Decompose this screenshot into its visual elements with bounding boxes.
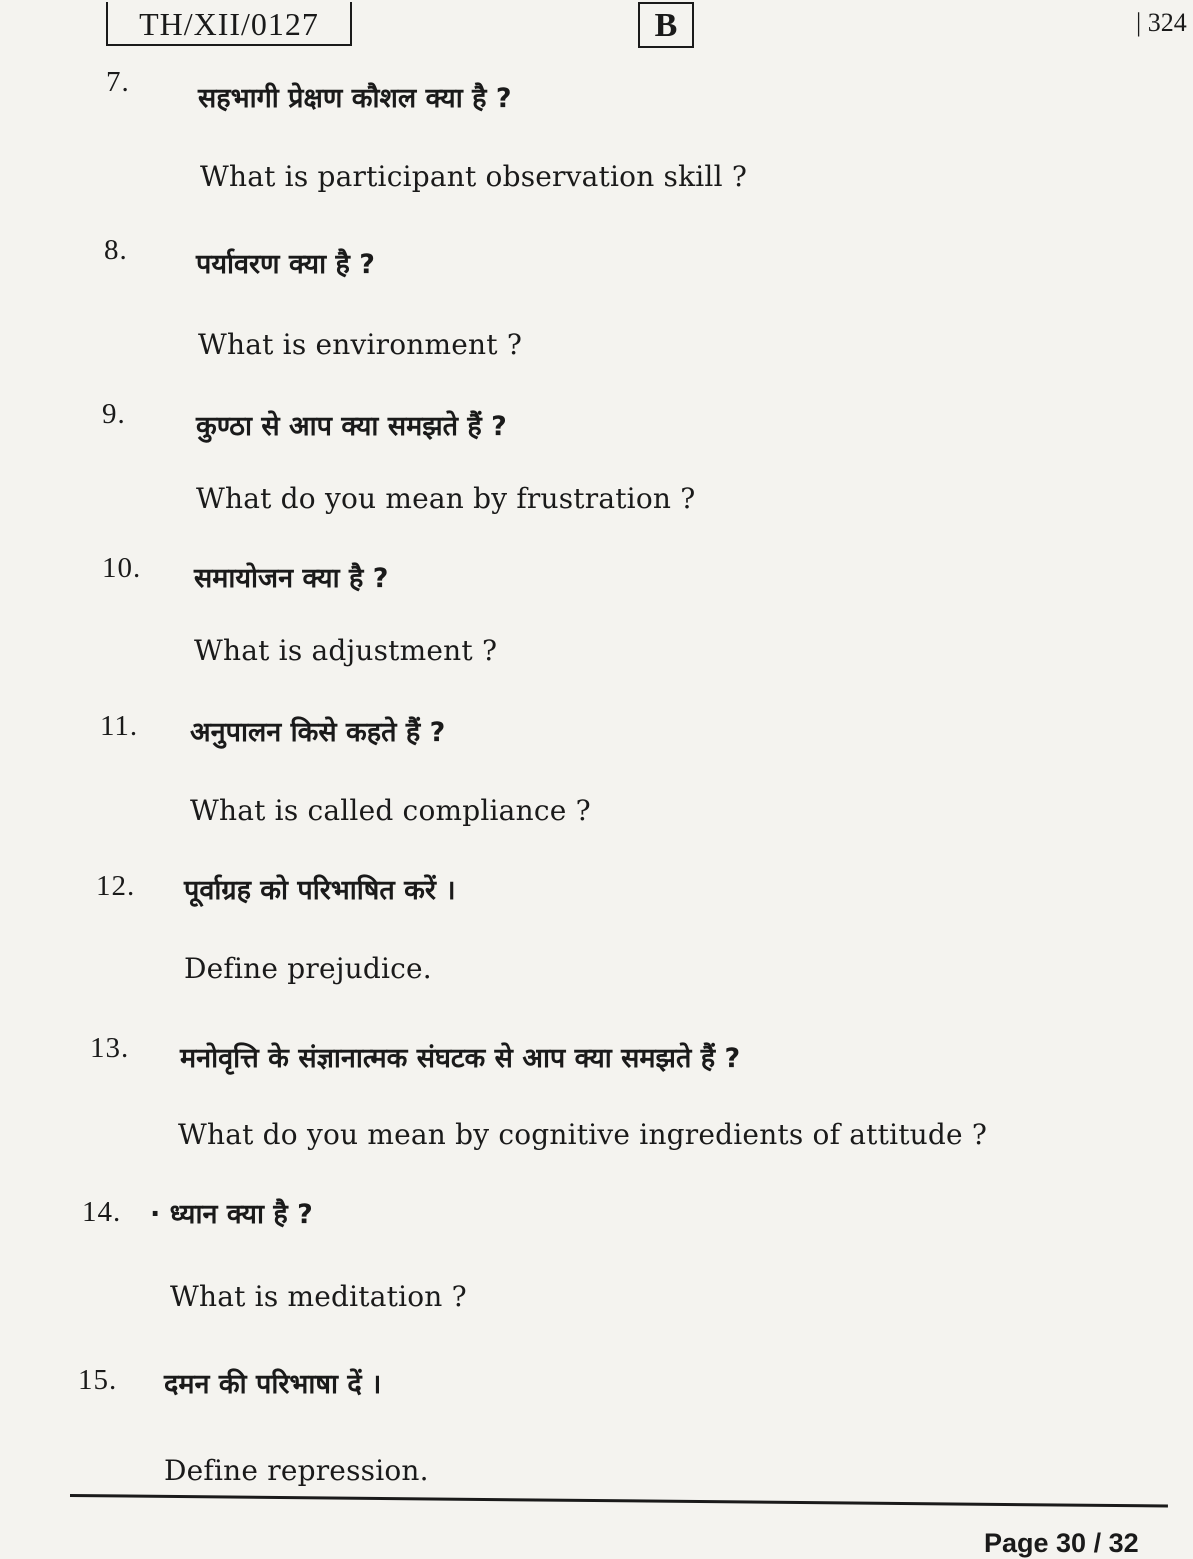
- question-english: Define repression.: [164, 1454, 429, 1487]
- question-hindi: दमन की परिभाषा दें ।: [164, 1369, 382, 1400]
- question-english: What is meditation ?: [170, 1280, 467, 1313]
- question-number: 9.: [102, 398, 126, 430]
- question-number: 13.: [90, 1032, 130, 1064]
- question-hindi: अनुपालन किसे कहते हैं ?: [190, 717, 446, 748]
- question-hindi: · ध्यान क्या है ?: [150, 1199, 313, 1230]
- question-english: What is called compliance ?: [190, 794, 591, 827]
- question-number: 12.: [96, 870, 136, 902]
- question-hindi: मनोवृत्ति के संज्ञानात्मक संघटक से आप क्या समझते हैं ?: [180, 1043, 741, 1074]
- question-english: What is adjustment ?: [194, 634, 498, 667]
- question-english: What is environment ?: [198, 328, 523, 361]
- question-number: 15.: [78, 1364, 118, 1396]
- question-hindi: समायोजन क्या है ?: [194, 563, 389, 594]
- question-english: Define prejudice.: [184, 952, 432, 985]
- question-english: What is participant observation skill ?: [200, 160, 748, 193]
- paper-code: TH/XII/0127: [106, 2, 352, 46]
- question-hindi: सहभागी प्रेक्षण कौशल क्या है ?: [198, 83, 512, 114]
- page-number: Page 30 / 32: [984, 1528, 1139, 1558]
- question-number: 14.: [82, 1196, 122, 1228]
- question-english: What do you mean by frustration ?: [196, 482, 696, 515]
- set-label: B: [638, 2, 694, 48]
- question-number: 11.: [100, 710, 139, 742]
- question-number: 7.: [106, 66, 130, 98]
- question-number: 10.: [102, 552, 142, 584]
- question-hindi: पूर्वाग्रह को परिभाषित करें ।: [184, 875, 456, 906]
- question-hindi: पर्यावरण क्या है ?: [196, 249, 375, 280]
- page-mark: | 324: [1136, 8, 1187, 37]
- footer-rule: [70, 1494, 1168, 1508]
- question-hindi: कुण्ठा से आप क्या समझते हैं ?: [196, 411, 507, 442]
- question-english: What do you mean by cognitive ingredients of attitude ?: [178, 1118, 988, 1151]
- question-number: 8.: [104, 234, 128, 266]
